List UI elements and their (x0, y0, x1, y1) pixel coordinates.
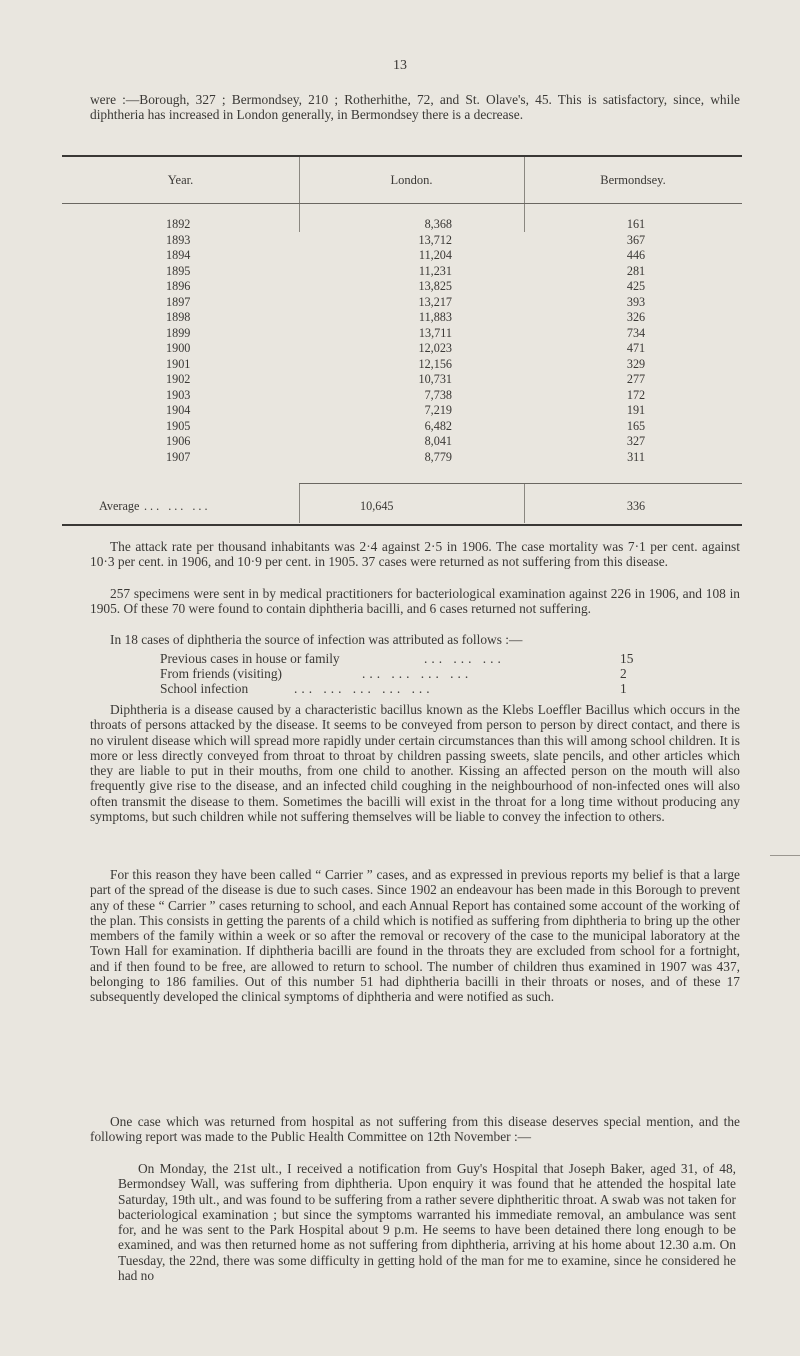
header-rule (62, 203, 742, 204)
special-case-paragraph: One case which was returned from hospital as not suffering from this disease deserves special mention, and the following report was made to the Public Health Committee on 12th November :— (90, 1114, 740, 1145)
cell-year: 1899 (166, 325, 191, 340)
table-row (62, 233, 742, 249)
cell-bermondsey: 161 (626, 217, 646, 231)
table-top-rule (62, 155, 742, 157)
cell-london: 11,204 (418, 248, 452, 262)
source-row (160, 666, 660, 681)
specimens-paragraph: 257 specimens were sent in by medical practitioners for bacteriological examination against 226 in 1906, and 108 in 1905. Of these 70 were found to contain diphtheria bacilli, and 6 cases returned not suffering. (90, 586, 740, 617)
report-paragraph: On Monday, the 21st ult., I received a notification from Guy's Hospital that Joseph Baker, aged 31, of 48, Bermondsey Wall, was suffering from diphtheria. Upon enquiry it was found that he attended the hospital late Saturday, 19th ult., and was found to be suffering from a rather severe diphtheritic throat. A swab was not taken for bacteriological examination ; but since the symptoms warranted his immediate removal, an ambulance was sent for, and he was sent to the Park Hospital about 9 p.m. He seems to have been detained there long enough to be examined, and was then returned home as not suffering from diphtheria, arriving at his home about 12.30 a.m. On Tuesday, the 22nd, there was some difficulty in getting hold of the man for me to examine, since he considered he had no (118, 1161, 736, 1284)
table-row (62, 450, 742, 466)
table-bottom-rule (62, 524, 742, 526)
cell-year: 1896 (166, 279, 191, 293)
cell-london: 13,825 (418, 279, 452, 293)
source-count: 2 (620, 666, 627, 681)
cell-london: 11,883 (418, 310, 452, 324)
table-row (62, 434, 742, 450)
table-row (62, 248, 742, 264)
table-row (62, 419, 742, 435)
cell-bermondsey: 329 (626, 356, 646, 371)
disease-paragraph: Diphtheria is a disease caused by a characteristic bacillus known as the Klebs Loeffler Bacillus which occurs in the throats of persons attacked by the disease. It seems to be conveyed from person to person by direct contact, and there is no virulent disease which will spread more rapidly under certain circumstances than this will among school children. It is more or less directly conveyed from throat to throat by children passing sweets, slate pencils, and other articles which they are liable to put in their mouths, from one child to another. Kissing an affected person on the mouth will also frequently give rise to the disease, and an infected child coughing in the neighbourhood of non-infected ones will also often transmit the disease to them. Sometimes the bacilli will exist in the throat for a long time without producing any symptoms, but such children while not suffering themselves will be liable to convey the infection to others. (90, 702, 740, 825)
cell-london: 10,731 (418, 372, 452, 386)
cell-london: 6,482 (424, 418, 452, 433)
average-bermondsey: 336 (626, 499, 646, 513)
source-dots: ... ... ... ... ... (294, 681, 434, 696)
header-year: Year. (167, 173, 194, 187)
cell-bermondsey: 471 (626, 341, 646, 355)
cell-bermondsey: 425 (626, 279, 646, 293)
diphtheria-table (62, 155, 742, 526)
sources-intro-paragraph: In 18 cases of diphtheria the source of infection was attributed as follows :— (110, 632, 523, 647)
cell-year: 1904 (166, 403, 191, 417)
cell-year: 1905 (166, 418, 191, 433)
table-row (62, 217, 742, 233)
cell-year: 1897 (166, 294, 191, 309)
cell-bermondsey: 393 (626, 294, 646, 309)
cell-bermondsey: 326 (626, 310, 646, 324)
cell-london: 7,219 (424, 403, 452, 417)
cell-london: 13,711 (418, 325, 452, 340)
cell-bermondsey: 446 (626, 248, 646, 262)
cell-year: 1894 (166, 248, 191, 262)
cell-london: 13,712 (418, 232, 452, 247)
cell-bermondsey: 191 (626, 403, 646, 417)
source-row (160, 651, 660, 666)
source-label: From friends (visiting) (160, 666, 282, 681)
cell-bermondsey: 172 (626, 387, 646, 402)
table-row (62, 264, 742, 280)
cell-bermondsey: 327 (626, 434, 646, 448)
header-bermondsey: Bermondsey. (600, 173, 666, 187)
table-divider (299, 483, 300, 523)
average-rule (299, 483, 742, 484)
cell-london: 12,156 (418, 356, 452, 371)
source-count: 15 (620, 651, 634, 666)
cell-bermondsey: 311 (627, 449, 645, 464)
cell-year: 1893 (166, 232, 191, 247)
table-row (62, 310, 742, 326)
cell-bermondsey: 367 (626, 232, 646, 247)
average-dots: ... ... ... (144, 499, 211, 513)
cell-bermondsey: 734 (626, 325, 646, 340)
margin-mark (770, 855, 800, 856)
cell-london: 11,231 (418, 263, 452, 278)
cell-bermondsey: 277 (626, 372, 646, 386)
table-row (62, 372, 742, 388)
table-row (62, 279, 742, 295)
table-row (62, 403, 742, 419)
table-row (62, 341, 742, 357)
average-london: 10,645 (360, 499, 394, 513)
cell-london: 13,217 (418, 294, 452, 309)
average-label: Average (99, 499, 140, 513)
source-row (160, 681, 660, 696)
intro-paragraph: were :—Borough, 327 ; Bermondsey, 210 ; Rotherhithe, 72, and St. Olave's, 45. This is satisfactory, since, while diphtheria has increased in London generally, in Bermondsey there is a decrease. (90, 92, 740, 123)
cell-year: 1901 (166, 356, 191, 371)
source-dots: ... ... ... (424, 651, 505, 666)
cell-year: 1892 (166, 217, 191, 231)
table-row (62, 326, 742, 342)
table-row (62, 357, 742, 373)
page-number: 13 (393, 58, 407, 73)
cell-london: 8,779 (424, 449, 452, 464)
cell-year: 1906 (166, 434, 191, 448)
header-london: London. (390, 173, 433, 187)
cell-year: 1902 (166, 372, 191, 386)
table-row (62, 388, 742, 404)
cell-year: 1895 (166, 263, 191, 278)
source-label: School infection (160, 681, 249, 696)
cell-bermondsey: 165 (626, 418, 646, 433)
table-body (62, 217, 742, 465)
cell-london: 8,041 (424, 434, 452, 448)
source-dots: ... ... ... ... (362, 666, 473, 681)
cell-year: 1903 (166, 387, 191, 402)
cell-london: 7,738 (424, 387, 452, 402)
source-count: 1 (620, 681, 627, 696)
table-divider (524, 483, 525, 523)
cell-year: 1907 (166, 449, 191, 464)
cell-year: 1898 (166, 310, 191, 324)
cell-year: 1900 (166, 341, 191, 355)
cell-bermondsey: 281 (626, 263, 646, 278)
cell-london: 12,023 (418, 341, 452, 355)
attack-rate-paragraph: The attack rate per thousand inhabitants was 2·4 against 2·5 in 1906. The case mortality was 7·1 per cent. against 10·3 per cent. in 1906, and 10·9 per cent. in 1905. 37 cases were returned as not suffering from this disease. (90, 539, 740, 570)
cell-london: 8,368 (424, 217, 452, 231)
table-row (62, 295, 742, 311)
source-label: Previous cases in house or family (160, 651, 340, 666)
carrier-paragraph: For this reason they have been called “ Carrier ” cases, and as expressed in previous reports my belief is that a large part of the spread of the disease is due to such cases. Since 1902 an endeavour has been made in this Borough to prevent any of these “ Carrier ” cases returning to school, and each Annual Report has contained some account of the working of the plan. This consists in getting the parents of a child which is notified as suffering from diphtheria to bring up the other members of the family within a week or so after the removal or recovery of the case to the municipal laboratory at the Town Hall for examination. If diphtheria bacilli are found in the throats they are excluded from school for a fortnight, and if then found to be free, are allowed to return to school. The number of children thus examined in 1907 was 437, belonging to 186 families. Out of this number 51 had diphtheria bacilli in their throats or noses, and of these 17 subsequently developed the clinical symptoms of diphtheria and were notified as such. (90, 867, 740, 1005)
